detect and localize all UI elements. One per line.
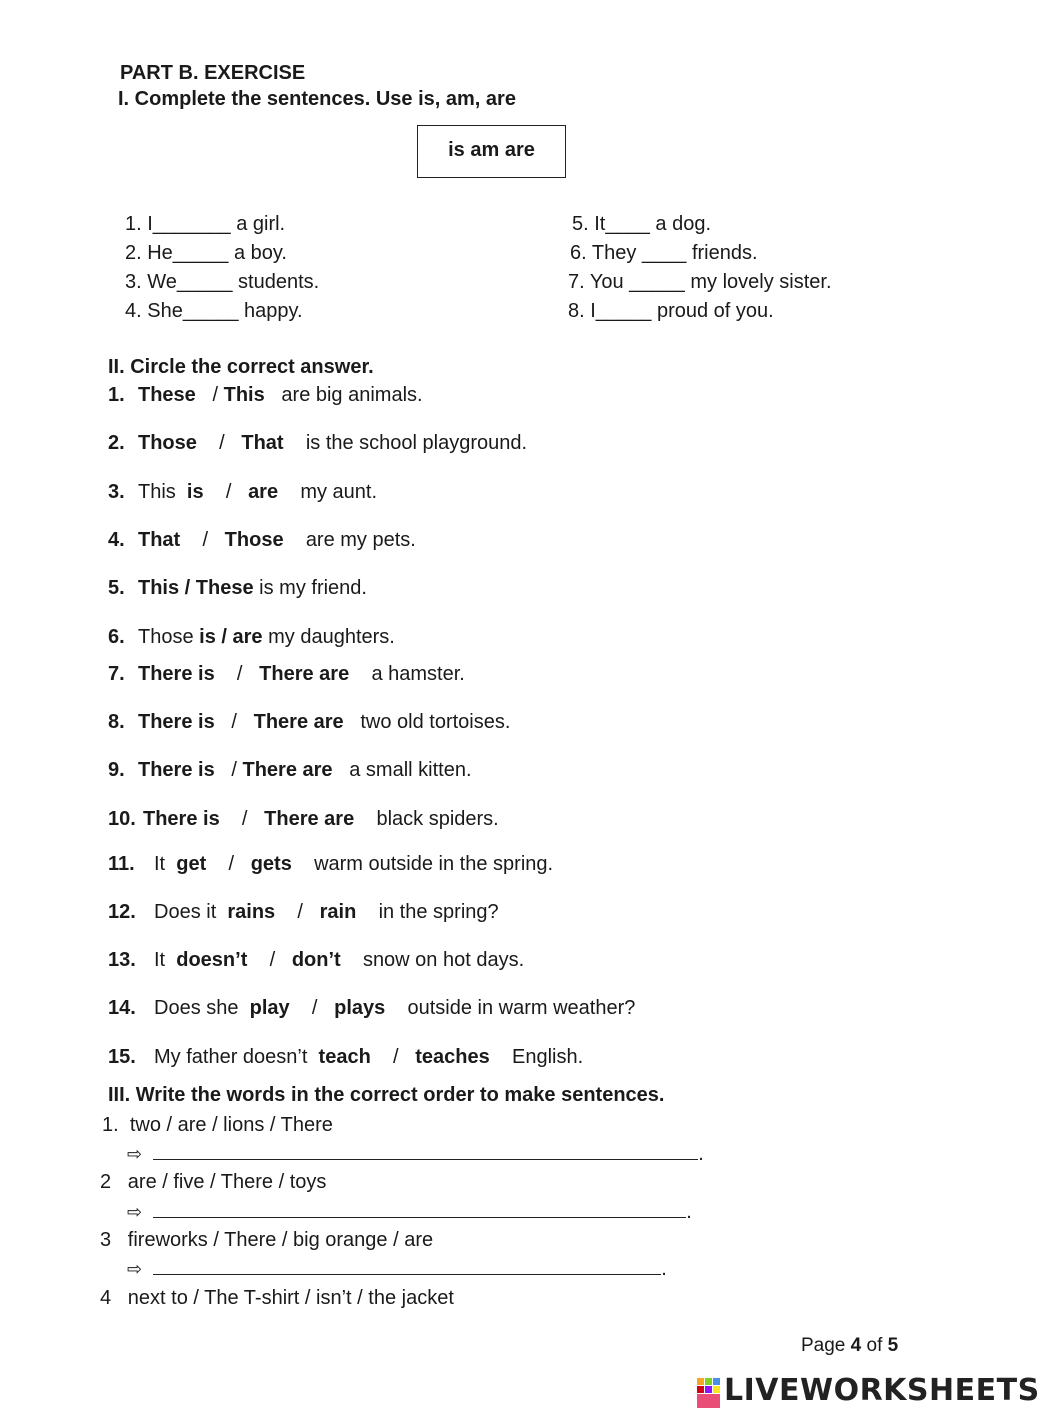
option-b[interactable]: are — [248, 481, 279, 503]
question-number: 15. — [108, 1046, 136, 1068]
circle-question-7: 7. There is / There are a hamster. — [108, 663, 465, 685]
option-a[interactable]: Those — [138, 432, 197, 454]
page-of: of — [866, 1335, 883, 1356]
sentence-end: in the spring? — [378, 901, 499, 923]
circle-question-1: 1. These / This are big animals. — [108, 384, 423, 406]
sentence-end: a small kitten. — [349, 759, 472, 781]
option-b[interactable]: teaches — [415, 1046, 490, 1068]
option-b[interactable]: These — [195, 577, 254, 599]
s1-item-8: 8. I_____ proud of you. — [568, 300, 774, 322]
item-number: 2 — [100, 1171, 112, 1193]
answer-line[interactable] — [153, 1199, 686, 1218]
circle-question-8: 8. There is / There are two old tortoises. — [108, 711, 511, 733]
question-number: 7. — [108, 663, 125, 685]
reorder-item-3 — [100, 1229, 433, 1252]
option-b[interactable]: There are — [242, 759, 333, 781]
sentence-end: is my friend. — [259, 577, 367, 599]
question-number: 1. — [108, 384, 125, 406]
option-a[interactable]: is — [199, 626, 216, 648]
sentence-start: Those — [138, 626, 194, 648]
option-a[interactable]: There is — [143, 808, 220, 830]
sentence-end: outside in warm weather? — [407, 997, 636, 1019]
answer-row-2 — [127, 1199, 692, 1224]
answer-line[interactable] — [153, 1141, 698, 1160]
option-b[interactable]: plays — [334, 997, 386, 1019]
answer-line[interactable] — [153, 1256, 661, 1275]
page-indicator — [801, 1335, 898, 1357]
liveworksheets-logo-icon — [697, 1378, 721, 1408]
s1-item-1: 1. I_______ a girl. — [125, 213, 286, 235]
period: . — [686, 1201, 692, 1223]
sentence-end: snow on hot days. — [362, 949, 525, 971]
sentence-start: It — [154, 853, 166, 875]
question-number: 11. — [108, 853, 135, 875]
option-a[interactable]: doesn’t — [176, 949, 248, 971]
sentence-start: My father doesn’t — [154, 1046, 308, 1068]
circle-question-9: 9. There is / There are a small kitten. — [108, 759, 472, 781]
circle-question-4: 4. That / Those are my pets. — [108, 529, 416, 551]
answer-row-1 — [127, 1141, 704, 1166]
option-b[interactable]: There are — [253, 711, 344, 733]
question-number: 12. — [108, 901, 136, 923]
option-b[interactable]: don’t — [291, 949, 341, 971]
sentence-start: Does she — [154, 997, 239, 1019]
question-number: 10. — [108, 808, 136, 830]
circle-question-6: 6. Those is / are my daughters. — [108, 626, 395, 648]
circle-question-2: 2. Those / That is the school playground. — [108, 432, 528, 454]
option-a[interactable]: This — [138, 577, 180, 599]
part-title: PART B. EXERCISE — [120, 62, 306, 84]
section1-title: I. Complete the sentences. Use is, am, are — [118, 88, 516, 110]
question-number: 14. — [108, 997, 136, 1019]
scrambled-words: two / are / lions / There — [129, 1114, 333, 1136]
scrambled-words: are / five / There / toys — [127, 1171, 327, 1193]
scrambled-words: next to / The T-shirt / isn’t / the jacket — [127, 1287, 454, 1309]
circle-question-5: 5. This / These is my friend. — [108, 577, 367, 599]
option-b[interactable]: There are — [259, 663, 350, 685]
sentence-end: my aunt. — [300, 481, 378, 503]
option-b[interactable]: gets — [250, 853, 292, 875]
arrow-icon: ⇨ — [127, 1202, 143, 1222]
sentence-end: are my pets. — [305, 529, 416, 551]
sentence-end: two old tortoises. — [360, 711, 511, 733]
option-a[interactable]: rains — [227, 901, 276, 923]
question-number: 2. — [108, 432, 125, 454]
question-number: 9. — [108, 759, 125, 781]
arrow-icon: ⇨ — [127, 1259, 143, 1279]
reorder-item-2 — [100, 1171, 326, 1194]
option-a[interactable]: get — [176, 853, 207, 875]
option-a[interactable]: There is — [138, 663, 215, 685]
question-number: 4. — [108, 529, 125, 551]
option-b[interactable]: Those — [224, 529, 284, 551]
option-b[interactable]: This — [223, 384, 265, 406]
sentence-end: black spiders. — [376, 808, 499, 830]
option-a[interactable]: There is — [138, 759, 215, 781]
section2-title: II. Circle the correct answer. — [108, 356, 374, 378]
sentence-start: It — [154, 949, 166, 971]
option-a[interactable]: play — [249, 997, 290, 1019]
question-number: 13. — [108, 949, 136, 971]
s1-item-3: 3. We_____ students. — [125, 271, 320, 293]
word-box: is am are — [417, 125, 566, 178]
period: . — [661, 1258, 667, 1280]
sentence-start: This — [138, 481, 176, 503]
s1-item-6: 6. They ____ friends. — [570, 242, 758, 264]
option-a[interactable]: That — [138, 529, 181, 551]
question-number: 6. — [108, 626, 125, 648]
scrambled-words: fireworks / There / big orange / are — [127, 1229, 434, 1251]
question-number: 5. — [108, 577, 125, 599]
sentence-end: a hamster. — [371, 663, 465, 685]
liveworksheets-logo-text: LIVEWORKSHEETS — [724, 1373, 1040, 1408]
option-b[interactable]: There are — [264, 808, 355, 830]
circle-question-14: 14. Does she play / plays outside in warm weather? — [108, 997, 636, 1019]
s1-item-2: 2. He_____ a boy. — [125, 242, 287, 264]
s1-item-5: 5. It____ a dog. — [572, 213, 712, 235]
answer-row-3 — [127, 1256, 667, 1281]
circle-question-3: 3. This is / are my aunt. — [108, 481, 378, 503]
circle-question-10: 10. There is / There are black spiders. — [108, 808, 499, 830]
circle-question-13: 13. It doesn’t / don’t snow on hot days. — [108, 949, 525, 971]
sentence-end: warm outside in the spring. — [314, 853, 554, 875]
option-a[interactable]: There is — [138, 711, 215, 733]
page-label: Page — [801, 1335, 846, 1356]
option-a[interactable]: is — [186, 481, 204, 503]
question-number: 8. — [108, 711, 125, 733]
option-a[interactable]: These — [138, 384, 196, 406]
item-number: 4 — [100, 1287, 112, 1309]
period: . — [698, 1143, 704, 1165]
option-a[interactable]: teach — [318, 1046, 371, 1068]
arrow-icon: ⇨ — [127, 1144, 143, 1164]
sentence-end: my daughters. — [268, 626, 395, 648]
page-total: 5 — [887, 1335, 899, 1356]
reorder-item-1 — [102, 1114, 333, 1137]
circle-question-11: 11. It get / gets warm outside in the spring. — [108, 853, 554, 875]
reorder-item-4 — [100, 1287, 454, 1310]
page-current: 4 — [850, 1335, 862, 1356]
item-number: 3 — [100, 1229, 112, 1251]
circle-question-15: 15. My father doesn’t teach / teaches English. — [108, 1046, 584, 1068]
item-number: 1. — [102, 1114, 119, 1136]
sentence-end: is the school playground. — [305, 432, 528, 454]
sentence-end: English. — [511, 1046, 584, 1068]
question-number: 3. — [108, 481, 125, 503]
s1-item-7: 7. You _____ my lovely sister. — [568, 271, 832, 293]
option-b[interactable]: rain — [319, 901, 357, 923]
section3-title: III. Write the words in the correct order to make sentences. — [108, 1084, 665, 1106]
sentence-end: are big animals. — [281, 384, 423, 406]
sentence-start: Does it — [154, 901, 217, 923]
option-b[interactable]: are — [232, 626, 263, 648]
circle-question-12: 12. Does it rains / rain in the spring? — [108, 901, 499, 923]
s1-item-4: 4. She_____ happy. — [125, 300, 303, 322]
option-b[interactable]: That — [241, 432, 284, 454]
